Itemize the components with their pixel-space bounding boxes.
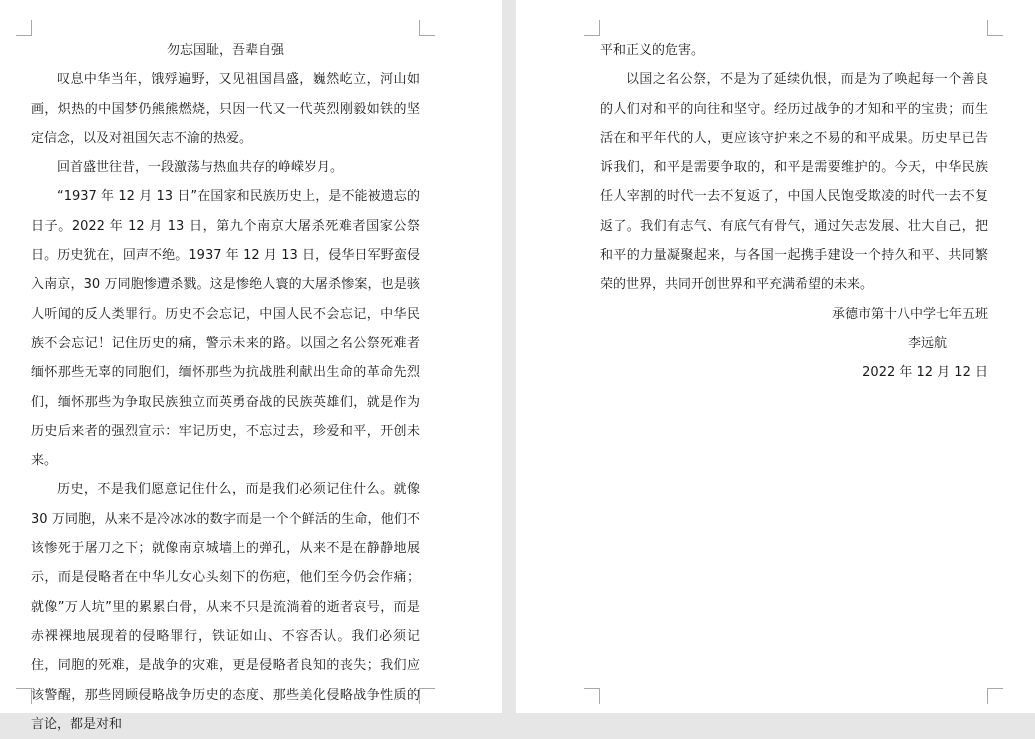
signature-name: 李远航: [907, 335, 947, 351]
crop-mark-top-right: [419, 20, 435, 36]
paragraph: 以国之名公祭，不是为了延续仇恨，而是为了唤起每一个善良的人们对和平的向往和坚守。经历过战争的才知和平的宝贵；而生活在和平年代的人，更应该守护来之不易的和平成果。历史早已告诉我们，和平是需要争取的，和平是需要维护的。今天，中华民族任人宰割的时代一去不复返了，中国人民饱受欺凌的时代一去不复返了。我们有志气、有底气有骨气，通过矢志发展、壮大自己，把和平的力量凝聚起来，与各国一起携手建设一个持久和平、共同繁荣的世界，共同开创世界和平充满希望的未来。: [600, 72, 988, 293]
document-title: 勿忘国耻，吾辈自强: [166, 43, 284, 58]
page-1: [0, 0, 502, 732]
paragraph-continuation: 平和正义的危害。: [600, 43, 705, 58]
signature-school: 承德市第十八中学七年五班: [831, 306, 988, 322]
crop-mark-bottom-right: [419, 688, 435, 704]
paragraph: “1937 年 12 月 13 日”在国家和民族历史上，是不能被遗忘的日子。2022 年 12 月 13 日，第九个南京大屠杀死难者国家公祭日。历史犹在，回声不绝。1937 年 12 月 13 日，侵华日军野蛮侵入南京，30 万同胞惨遭杀戮。这是惨绝人寰的大屠杀惨案，也是骇人听闻的反人类罪行。历史不会忘记，中国人民不会忘记，中华民族不会忘记！记住历史的痛，警示未来的路。以国之名公祭死难者缅怀那些无辜的同胞们，缅怀那些为抗战胜利献出生命的革命先烈们，缅怀那些为争取民族独立而英勇奋战的民族英雄们，就是作为历史后来者的强烈宣示：牢记历史，不忘过去，珍爱和平，开创未来。: [31, 189, 420, 469]
page-2-body[interactable]: [600, 36, 988, 388]
page-1-body[interactable]: [31, 36, 420, 739]
paragraph: 回首盛世往昔，一段激荡与热血共存的峥嵘岁月。: [57, 160, 344, 176]
crop-mark-top-left: [584, 20, 600, 36]
paragraph: 叹息中华当年，饿殍遍野，又见祖国昌盛，巍然屹立，河山如画，炽热的中国梦仍熊熊燃烧，只因一代又一代英烈刚毅如铁的坚定信念，以及对祖国矢志不渝的热爱。: [31, 72, 420, 146]
paragraph: 历史，不是我们愿意记住什么，而是我们必须记住什么。就像30 万同胞，从来不是冷冰冰的数字而是一个个鲜活的生命，他们不该惨死于屠刀之下；就像南京城墙上的弹孔，从来不是在静静地展示，而是侵略者在中华儿女心头刻下的伤疤，他们至今仍会作痛；就像”万人坑”里的累累白骨，从来不只是流淌着的逝者哀号，而是赤裸裸地展现着的侵略罪行，铁证如山、不容否认。我们必须记住，同胞的死难，是战争的灾难，更是侵略者良知的丧失；我们应该警醒，那些罔顾侵略战争历史的态度、那些美化侵略战争性质的言论，都是对和: [31, 482, 420, 732]
crop-mark-top-left: [16, 20, 32, 36]
page-2: [516, 0, 1035, 713]
crop-mark-bottom-left: [16, 688, 32, 704]
signature-date: 2022 年 12 月 12 日: [862, 365, 988, 381]
crop-mark-bottom-right: [987, 688, 1003, 704]
crop-mark-bottom-left: [584, 688, 600, 704]
crop-mark-top-right: [987, 20, 1003, 36]
